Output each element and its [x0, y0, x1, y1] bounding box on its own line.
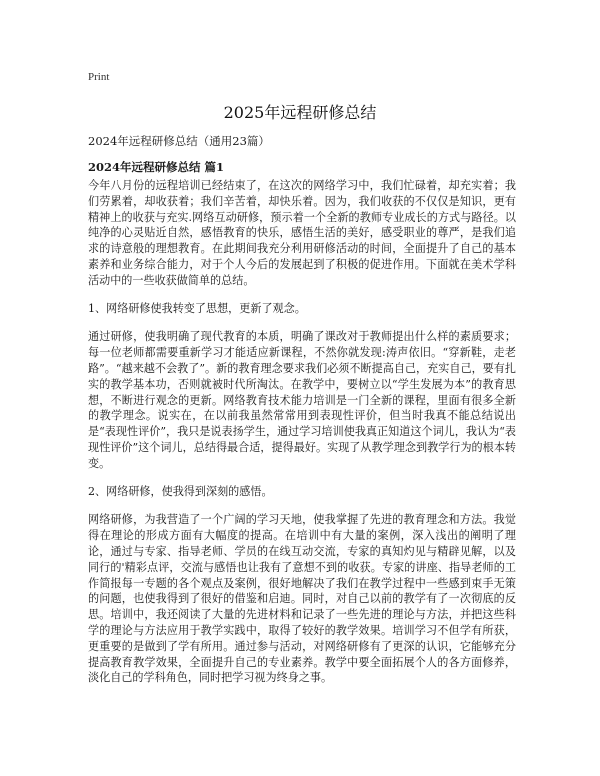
article-body — [88, 178, 516, 698]
paragraph-point-2-body: 网络研修，为我营造了一个广阔的学习天地，使我掌握了先进的教育理念和方法。我觉得在理论的形成方面有大幅度的提高。在培训中有大量的案例，深入浅出的阐明了理论，通过与专家、指导老师、学员的在线互动交流，专家的真知灼见与精辟见解，以及同行的'精彩点评，交流与感悟也让我有了意想不到的收获。专家的讲座、指导老师的工作简报每一专题的各个观点及案例，很好地解决了我们在教学过程中一些感到束手无策的问题，也使我得到了很好的借鉴和启迪。同时，对自己以前的教学有了一次彻底的反思。培训中，我还阅读了大量的先进材料和记录了一些先进的理论与方法，并把这些科学的理论与方法应用于教学实践中，取得了较好的教学效果。培训学习不但学有所获，更重要的是做到了学有所用。通过参与活动，对网络研修有了更深的认识，它能够充分提高教育教学效果，全面提升自己的专业素养。教学中要全面拓展个人的各方面修养，淡化自己的学科角色，同时把学习视为终身之事。 — [88, 513, 516, 685]
section-heading: 2024年远程研修总结 篇1 — [88, 160, 225, 174]
paragraph-point-2: 2、网络研修，使我得到深刻的感悟。 — [88, 484, 273, 498]
print-link[interactable]: Print — [88, 71, 110, 83]
page-title: 2025年远程研修总结 — [223, 103, 377, 122]
paragraph-point-1-body: 通过研修，使我明确了现代教育的本质，明确了课改对于教师提出什么样的素质要求；每一位老师都需要重新学习才能适应新课程，不然你就发现:涛声依旧。“穿新鞋，走老路”。“越来越不会教了”。新的教育理念要求我们必须不断提高自己，充实自己，要有扎实的教学基本功，否则就被时代所淘汰。在教学中，要树立以“学生发展为本”的教育思想，不断进行观念的更新。网络教育技术能力培训是一门全新的课程，里面有很多全新的教学理念。说实在，在以前我虽然常常用到表现性评价，但当时我真不能总结说出是“表现性评价”，我只是说表扬学生，通过学习培训使我真正知道这个词儿，我认为“表现性评价”这个词儿，总结得最合适，提得最好。实现了从教学理念到教学行为的根本转变。 — [88, 330, 516, 470]
document-subtitle: 2024年远程研修总结（通用23篇） — [88, 134, 270, 148]
paragraph-point-1: 1、网络研修使我转变了思想，更新了观念。 — [88, 301, 306, 315]
paragraph-intro: 今年八月份的远程培训已经结束了，在这次的网络学习中，我们忙碌着，却充实着；我们劳累着，却收获着；我们辛苦着，却快乐着。因为，我们收获的不仅仅是知识，更有精神上的收获与充实.网络互动研修，预示着一个全新的教师专业成长的方式与路径。以纯净的心灵贴近自然，感悟教育的快乐，感悟生活的美好，感受职业的尊严，是我们追求的诗意般的理想教育。在此期间我充分利用研修活动的时间，全面提升了自己的基本素养和业务综合能力，对于个人今后的发展起到了积极的促进作用。下面就在美术学科活动中的一些收获做简单的总结。 — [88, 179, 516, 287]
